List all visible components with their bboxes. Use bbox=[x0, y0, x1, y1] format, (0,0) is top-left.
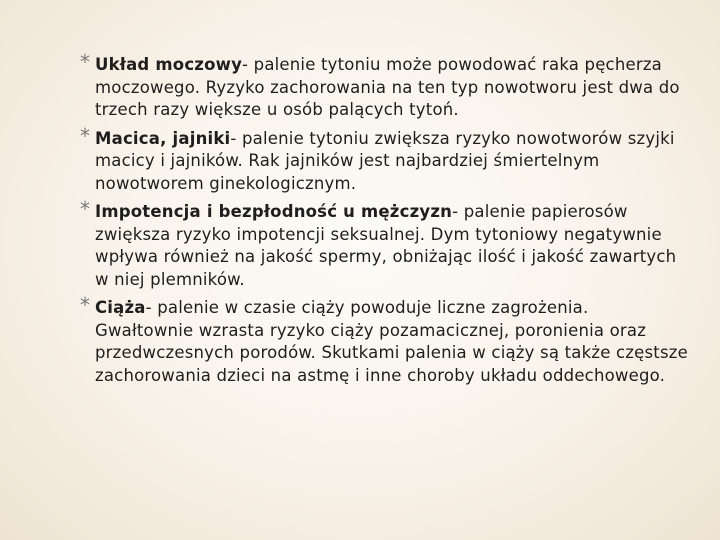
bullet-item-uklad-moczowy bbox=[80, 50, 692, 122]
bullet-asterisk-icon: * bbox=[80, 293, 91, 317]
bullet-text: - palenie w czasie ciąży powoduje liczne zagrożenia. Gwałtownie wzrasta ryzyko ciąży pozamacicznej, poronienia oraz przedwczesnych porodów. Skutkami palenia w ciąży są także częstsze zachorowania dzieci na astmę i inne choroby układu oddechowego. bbox=[95, 298, 688, 385]
bullet-term: Ciąża bbox=[95, 298, 146, 317]
bullet-term: Układ moczowy bbox=[95, 55, 243, 74]
bullet-text: - palenie tytoniu zwiększa ryzyko nowotworów szyjki macicy i jajników. Rak jajników jest najbardziej śmiertelnym nowotworem ginekologicznym. bbox=[95, 128, 675, 193]
bullet-asterisk-icon: * bbox=[80, 50, 91, 74]
bullet-term: Macica, jajniki bbox=[95, 128, 231, 148]
bullet-asterisk-icon: * bbox=[80, 197, 91, 221]
bullet-item-impotencja bbox=[80, 197, 692, 291]
bullet-asterisk-icon: * bbox=[80, 123, 91, 148]
bullet-text: - palenie tytoniu może powodować raka pęcherza moczowego. Ryzyko zachorowania na ten typ nowotworu jest dwa do trzech razy większe u osób palących tytoń. bbox=[95, 55, 680, 119]
bullet-item-ciaza bbox=[80, 293, 692, 387]
bullet-text: - palenie papierosów zwiększa ryzyko impotencji seksualnej. Dym tytoniowy negatywnie wpływa również na jakość spermy, obniżając ilość i jakość zawartych w niej plemników. bbox=[95, 202, 677, 289]
bullet-list bbox=[80, 50, 692, 393]
bullet-item-macica-jajniki bbox=[80, 123, 692, 196]
bullet-term: Impotencja i bezpłodność u mężczyzn bbox=[95, 202, 453, 221]
